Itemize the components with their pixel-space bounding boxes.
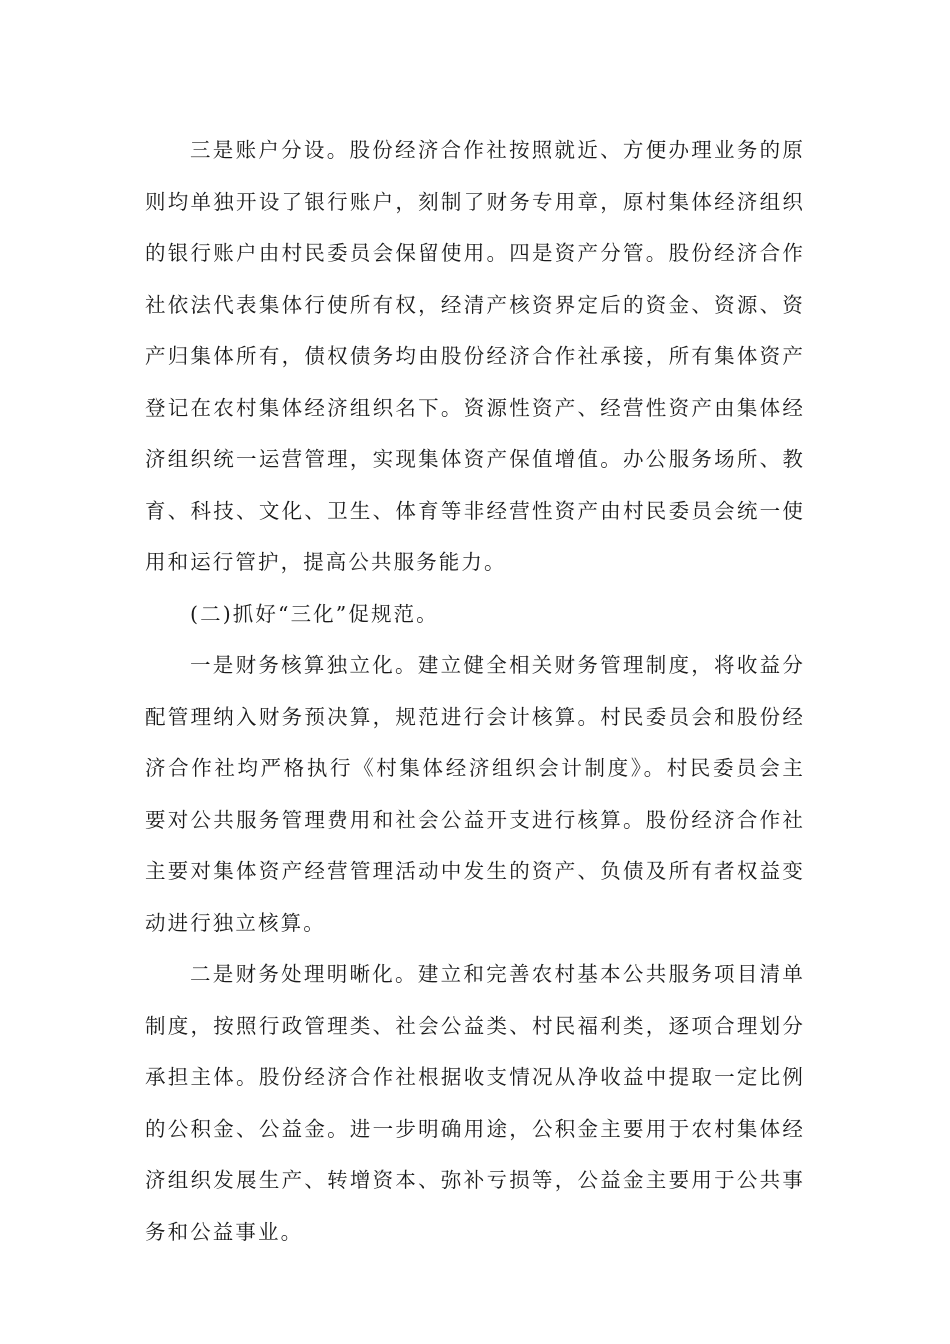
paragraph-account-and-asset-separation: 三是账户分设。股份经济合作社按照就近、方便办理业务的原则均单独开设了银行账户，刻制了财务专用章，原村集体经济组织的银行账户由村民委员会保留使用。四是资产分管。股份经济合作社依法代表集体行使所有权，经清产核资界定后的资金、资源、资产归集体所有，债权债务均由股份经济合作社承接，所有集体资产登记在农村集体经济组织名下。资源性资产、经营性资产由集体经济组织统一运营管理，实现集体资产保值增值。办公服务场所、教育、科技、文化、卫生、体育等非经营性资产由村民委员会统一使用和运行管护，提高公共服务能力。: [145, 138, 805, 574]
paragraph-clear-financial-handling: 二是财务处理明晰化。建立和完善农村基本公共服务项目清单制度，按照行政管理类、社会公益类、村民福利类，逐项合理划分承担主体。股份经济合作社根据收支情况从净收益中提取一定比例的公积金、公益金。进一步明确用途，公积金主要用于农村集体经济组织发展生产、转增资本、弥补亏损等，公益金主要用于公共事务和公益事业。: [145, 962, 805, 1244]
section-heading-three-modernizations: (二)抓好“三化”促规范。: [190, 601, 439, 626]
paragraph-independent-accounting: 一是财务核算独立化。建立健全相关财务管理制度，将收益分配管理纳入财务预决算，规范进行会计核算。村民委员会和股份经济合作社均严格执行《村集体经济组织会计制度》。村民委员会主要对公共服务管理费用和社会公益开支进行核算。股份经济合作社主要对集体资产经营管理活动中发生的资产、负债及所有者权益变动进行独立核算。: [145, 653, 805, 935]
document-body: [145, 125, 805, 1258]
